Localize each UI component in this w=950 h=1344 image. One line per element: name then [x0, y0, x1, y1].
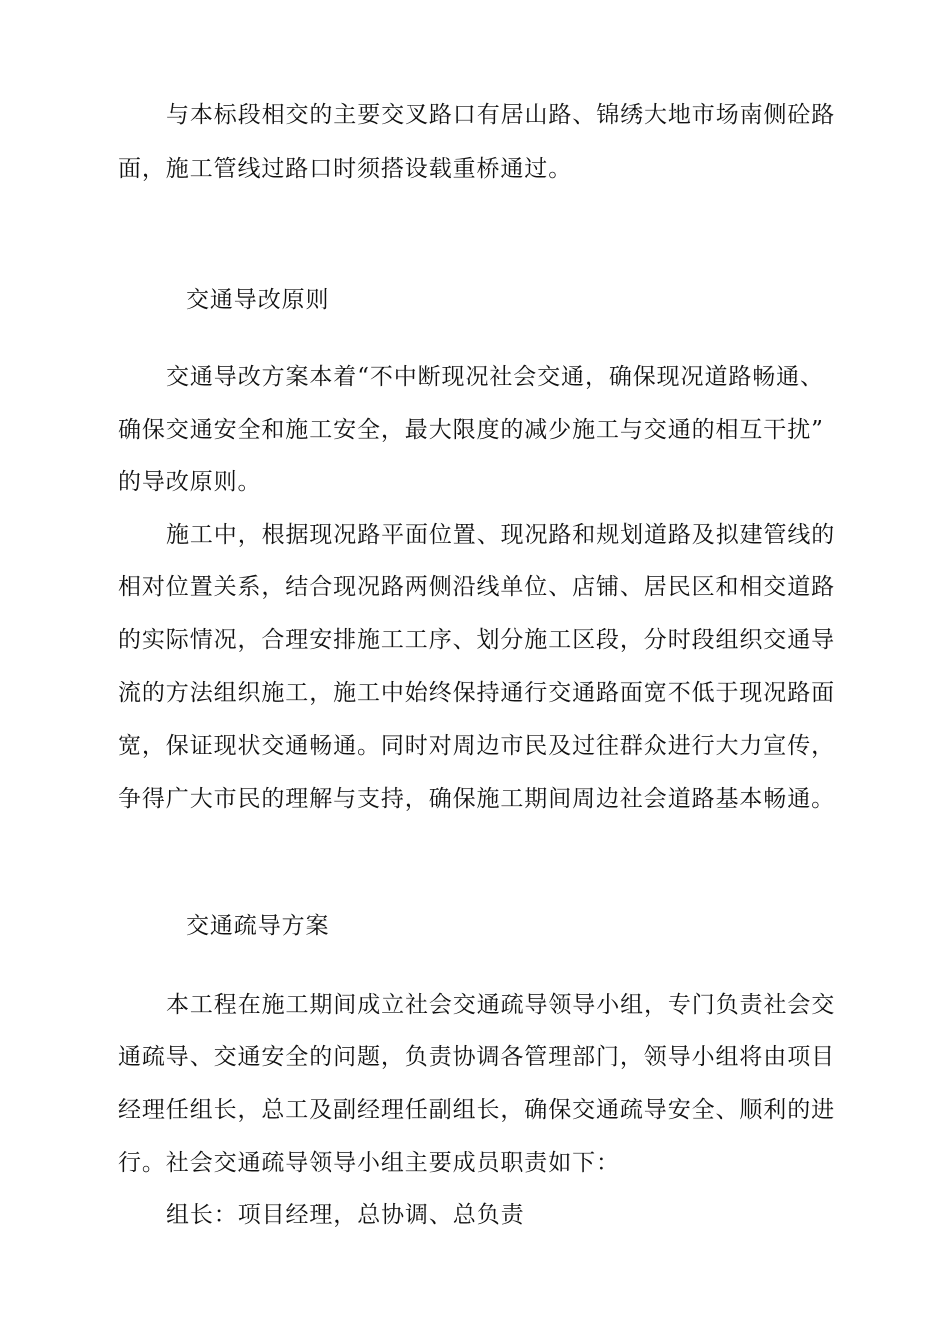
- paragraph-line: 流的方法组织施工，施工中始终保持通行交通路面宽不低于现况路面: [118, 680, 835, 706]
- paragraph-line: 通疏导、交通安全的问题，负责协调各管理部门，领导小组将由项目: [118, 1044, 835, 1070]
- paragraph-line: 经理任组长，总工及副经理任副组长，确保交通疏导安全、顺利的进: [118, 1097, 835, 1123]
- paragraph-line: 相对位置关系，结合现况路两侧沿线单位、店铺、居民区和相交道路: [118, 574, 835, 600]
- paragraph-line: 本工程在施工期间成立社会交通疏导领导小组，专门负责社会交: [166, 992, 836, 1018]
- paragraph-line: 的导改原则。: [118, 469, 262, 495]
- paragraph-line: 争得广大市民的理解与支持，确保施工期间周边社会道路基本畅通。: [118, 786, 835, 812]
- paragraph-line: 的实际情况，合理安排施工工序、划分施工区段，分时段组织交通导: [118, 627, 835, 653]
- section-heading: 交通导改原则: [186, 287, 330, 313]
- paragraph-line: 行。社会交通疏导领导小组主要成员职责如下：: [118, 1150, 620, 1176]
- paragraph-line: 施工中，根据现况路平面位置、现况路和规划道路及拟建管线的: [166, 522, 836, 548]
- paragraph-line: 确保交通安全和施工安全，最大限度的减少施工与交通的相互干扰”: [118, 417, 824, 443]
- paragraph-line: 与本标段相交的主要交叉路口有居山路、锦绣大地市场南侧砼路: [166, 102, 836, 128]
- paragraph-line: 面，施工管线过路口时须搭设载重桥通过。: [118, 156, 573, 182]
- paragraph-line: 宽，保证现状交通畅通。同时对周边市民及过往群众进行大力宣传，: [118, 733, 835, 759]
- paragraph-line: 交通导改方案本着“不中断现况社会交通，确保现况道路畅通、: [166, 364, 824, 390]
- paragraph-line: 组长：项目经理，总协调、总负责: [166, 1202, 525, 1228]
- section-heading: 交通疏导方案: [186, 913, 330, 939]
